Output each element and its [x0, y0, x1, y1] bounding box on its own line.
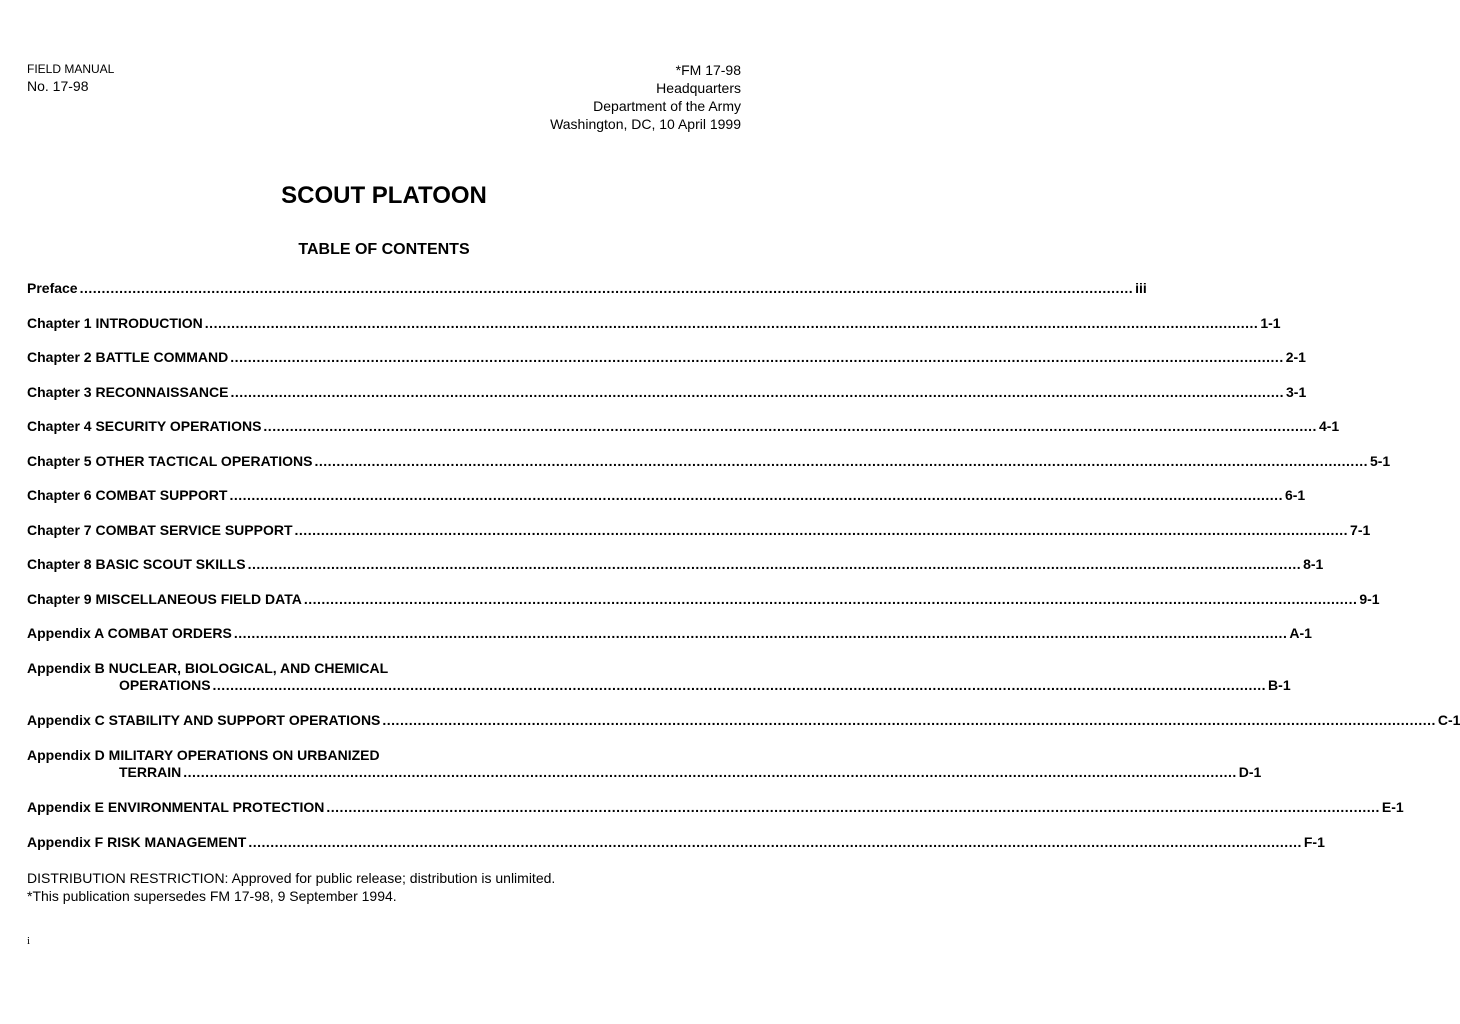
- toc-leader: [205, 315, 1259, 331]
- toc-page: C-1: [1437, 712, 1460, 728]
- toc-label: Appendix C STABILITY AND SUPPORT OPERATIONS: [27, 712, 381, 728]
- toc-leader: [304, 591, 1358, 607]
- page-number: i: [27, 935, 31, 947]
- toc-leader: [295, 522, 1349, 538]
- toc-page: 2-1: [1285, 349, 1306, 365]
- toc-label: Chapter 4 SECURITY OPERATIONS: [27, 418, 262, 434]
- field-manual-label: FIELD MANUAL: [27, 62, 115, 76]
- toc-leader: [234, 625, 1288, 641]
- toc-entry-appendix-c[interactable]: [27, 712, 1460, 729]
- toc-label-line-2: OPERATIONS: [119, 677, 211, 693]
- toc-heading: TABLE OF CONTENTS: [298, 241, 470, 258]
- toc-entry-chapter-3[interactable]: [27, 384, 1307, 401]
- toc-leader: [248, 834, 1302, 850]
- toc-page: E-1: [1381, 799, 1404, 815]
- toc-entry-appendix-f[interactable]: [27, 834, 1325, 851]
- toc-label: Chapter 5 OTHER TACTICAL OPERATIONS: [27, 453, 313, 469]
- toc-label: Appendix A COMBAT ORDERS: [27, 625, 232, 641]
- toc-entry-appendix-e[interactable]: [27, 799, 1404, 816]
- issuing-authority: [550, 61, 741, 133]
- department-label: Department of the Army: [593, 98, 741, 114]
- toc-entry-chapter-8[interactable]: [27, 556, 1324, 573]
- toc-leader: [263, 418, 1317, 434]
- toc-page: D-1: [1238, 764, 1262, 780]
- headquarters-label: Headquarters: [656, 80, 741, 96]
- toc-page: 5-1: [1369, 453, 1391, 469]
- supersedes-note: *This publication supersedes FM 17-98, 9 September 1994.: [27, 887, 397, 904]
- toc-label: Chapter 6 COMBAT SUPPORT: [27, 487, 228, 503]
- toc-entry-chapter-7[interactable]: [27, 522, 1371, 539]
- toc-page: F-1: [1303, 834, 1325, 850]
- toc-leader: [326, 799, 1380, 815]
- toc-label: Chapter 2 BATTLE COMMAND: [27, 349, 229, 365]
- toc-leader: [183, 764, 1237, 780]
- fm-code: *FM 17-98: [675, 62, 741, 78]
- toc-label: Chapter 7 COMBAT SERVICE SUPPORT: [27, 522, 293, 538]
- field-manual-number: No. 17-98: [27, 78, 89, 94]
- toc-leader: [80, 280, 1134, 296]
- toc-entry-appendix-a[interactable]: [27, 625, 1312, 642]
- toc-page: A-1: [1289, 625, 1312, 641]
- location-date: Washington, DC, 10 April 1999: [550, 116, 741, 132]
- toc-label: Appendix F RISK MANAGEMENT: [27, 834, 247, 850]
- toc-entry-appendix-d[interactable]: [27, 747, 1262, 783]
- toc-leader: [229, 487, 1283, 503]
- toc-page: 3-1: [1286, 384, 1307, 400]
- toc-entry-chapter-2[interactable]: [27, 349, 1306, 366]
- toc-entry-chapter-5[interactable]: [27, 453, 1391, 470]
- toc-page: 9-1: [1359, 591, 1380, 607]
- toc-label: Preface: [27, 280, 78, 296]
- toc-leader: [213, 677, 1267, 693]
- toc-entry-chapter-9[interactable]: [27, 591, 1380, 608]
- toc-label-line-1: Appendix D MILITARY OPERATIONS ON URBANIZED: [27, 747, 380, 763]
- toc-label-line-2: TERRAIN: [119, 764, 182, 780]
- toc-page: 8-1: [1303, 556, 1324, 572]
- distribution-restriction: DISTRIBUTION RESTRICTION: Approved for public release; distribution is unlimited.: [27, 870, 556, 886]
- toc-label: Chapter 8 BASIC SCOUT SKILLS: [27, 556, 246, 572]
- document-title: SCOUT PLATOON: [281, 182, 487, 209]
- toc-leader: [230, 349, 1284, 365]
- toc-page: 1-1: [1260, 315, 1281, 331]
- toc-label: Chapter 1 INTRODUCTION: [27, 315, 203, 331]
- toc-label: Appendix E ENVIRONMENTAL PROTECTION: [27, 799, 325, 815]
- toc-label: Chapter 3 RECONNAISSANCE: [27, 384, 229, 400]
- toc-page: 7-1: [1350, 522, 1371, 538]
- toc-entry-chapter-1[interactable]: [27, 315, 1281, 332]
- manual-designation: [27, 61, 114, 95]
- toc-label: Chapter 9 MISCELLANEOUS FIELD DATA: [27, 591, 302, 607]
- toc-entry-chapter-6[interactable]: [27, 487, 1306, 504]
- distribution-notice: [27, 870, 555, 905]
- toc-page: iii: [1135, 280, 1147, 296]
- toc-label-line-1: Appendix B NUCLEAR, BIOLOGICAL, AND CHEMICAL: [27, 660, 389, 676]
- toc-leader: [382, 712, 1436, 728]
- toc-leader: [230, 384, 1284, 400]
- toc-page: 4-1: [1318, 418, 1340, 434]
- toc-page: B-1: [1268, 677, 1291, 693]
- toc-entry-preface[interactable]: [27, 280, 1147, 297]
- toc-leader: [314, 453, 1368, 469]
- toc-page: 6-1: [1284, 487, 1306, 503]
- toc-entry-chapter-4[interactable]: [27, 418, 1340, 435]
- toc-leader: [248, 556, 1302, 572]
- toc-entry-appendix-b[interactable]: [27, 660, 1291, 696]
